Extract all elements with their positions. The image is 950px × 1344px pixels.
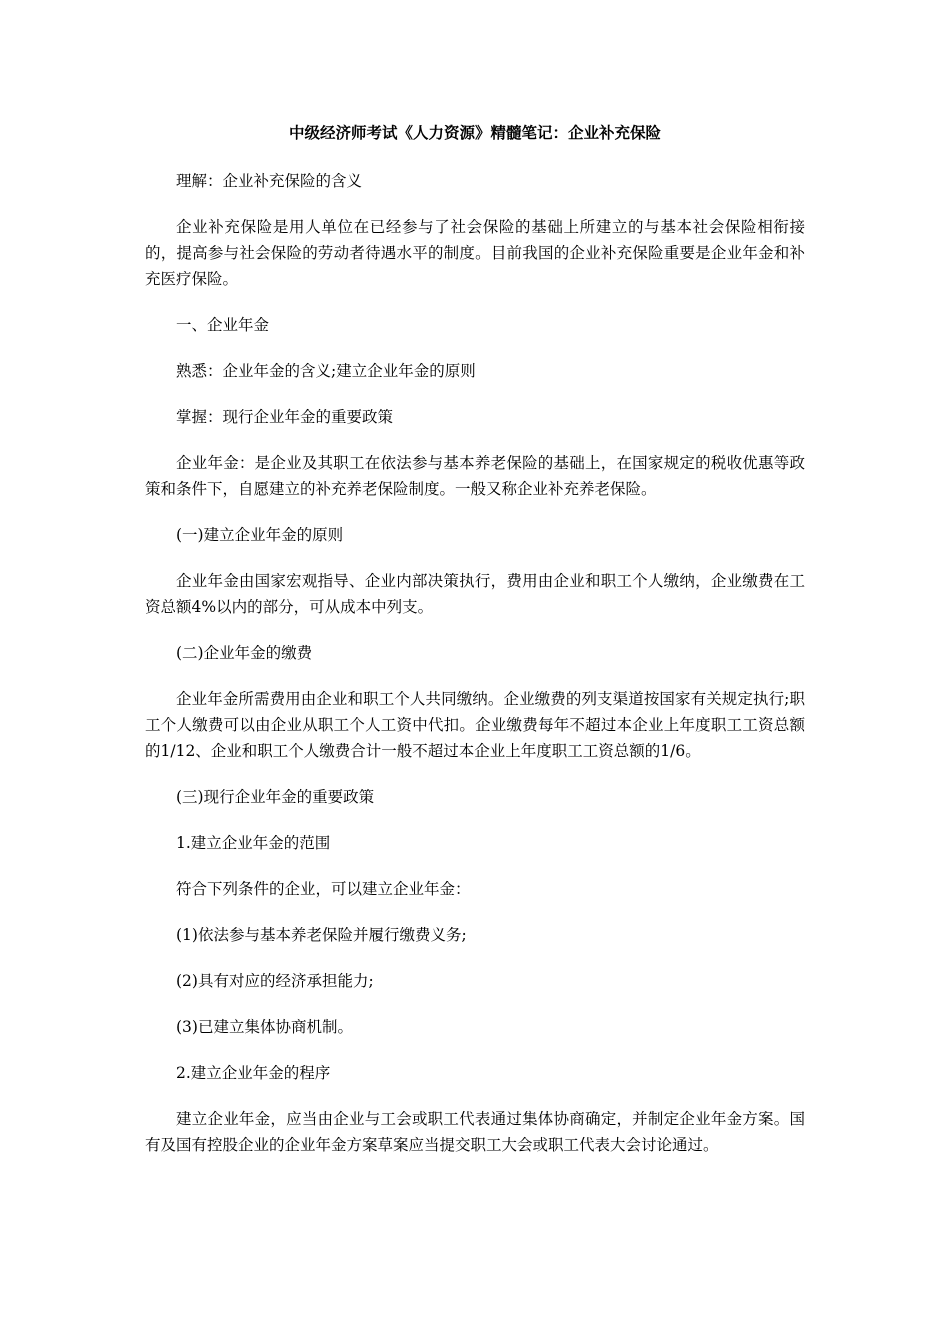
paragraph-conditions-intro: 符合下列条件的企业，可以建立企业年金： xyxy=(176,880,471,898)
paragraph-principles: 企业年金由国家宏观指导、企业内部决策执行，费用由企业和职工个人缴纳，企业缴费在工资总额4%以内的部分，可从成本中列支。 xyxy=(145,572,805,616)
document-title: 中级经济师考试《人力资源》精髓笔记：企业补充保险 xyxy=(288,124,661,142)
list-item-condition-3: (3)已建立集体协商机制。 xyxy=(176,1018,353,1036)
paragraph-master: 掌握：现行企业年金的重要政策 xyxy=(176,408,394,426)
item-heading-procedure: 2.建立企业年金的程序 xyxy=(176,1064,331,1082)
paragraph-procedure: 建立企业年金，应当由企业与工会或职工代表通过集体协商确定，并制定企业年金方案。国有及国有控股企业的企业年金方案草案应当提交职工大会或职工代表大会讨论通过。 xyxy=(145,1110,805,1154)
paragraph-annuity-definition: 企业年金：是企业及其职工在依法参与基本养老保险的基础上，在国家规定的税收优惠等政策和条件下，自愿建立的补充养老保险制度。一般又称企业补充养老保险。 xyxy=(145,454,805,498)
subheading-principles: (一)建立企业年金的原则 xyxy=(176,526,344,544)
paragraph-familiar: 熟悉：企业年金的含义;建立企业年金的原则 xyxy=(176,362,476,380)
document-page xyxy=(145,120,805,1178)
item-heading-scope: 1.建立企业年金的范围 xyxy=(176,834,331,852)
paragraph-contributions: 企业年金所需费用由企业和职工个人共同缴纳。企业缴费的列支渠道按国家有关规定执行;职工个人缴费可以由企业从职工个人工资中代扣。企业缴费每年不超过本企业上年度职工工资总额的1/12、企业和职工个人缴费合计一般不超过本企业上年度职工工资总额的1/6。 xyxy=(145,690,805,760)
subheading-policies: (三)现行企业年金的重要政策 xyxy=(176,788,375,806)
subheading-contributions: (二)企业年金的缴费 xyxy=(176,644,313,662)
paragraph-definition: 企业补充保险是用人单位在已经参与了社会保险的基础上所建立的与基本社会保险相衔接的，提高参与社会保险的劳动者待遇水平的制度。目前我国的企业补充保险重要是企业年金和补充医疗保险。 xyxy=(145,218,805,288)
list-item-condition-2: (2)具有对应的经济承担能力; xyxy=(176,972,374,990)
section-heading-enterprise-annuity: 一、企业年金 xyxy=(176,316,270,334)
paragraph-understand: 理解：企业补充保险的含义 xyxy=(176,172,363,190)
list-item-condition-1: (1)依法参与基本养老保险并履行缴费义务; xyxy=(176,926,467,944)
